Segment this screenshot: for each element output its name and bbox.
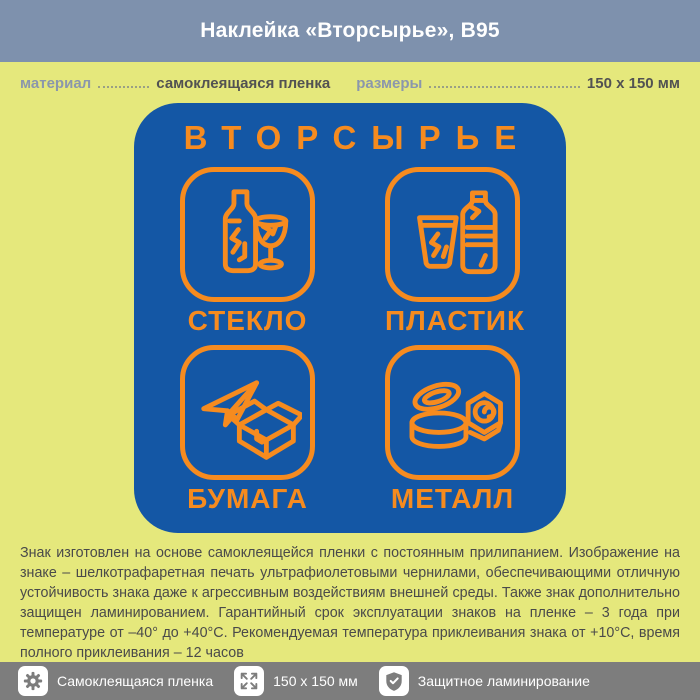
- tile-plastic-box: [385, 167, 520, 302]
- expand-arrows-icon: [234, 666, 264, 696]
- tile-glass-label: СТЕКЛО: [187, 305, 308, 336]
- footer-item-size: [234, 666, 358, 696]
- tile-metal-box: [385, 345, 520, 480]
- tile-paper: [180, 345, 315, 515]
- tile-paper-box: [180, 345, 315, 480]
- tile-paper-label: БУМАГА: [187, 483, 308, 514]
- spec-size: [356, 75, 680, 92]
- spec-material-label: материал: [20, 75, 92, 92]
- tile-plastic: [385, 167, 526, 337]
- paper-plane-box-icon: [194, 359, 302, 467]
- shield-check-icon: [379, 666, 409, 696]
- footer-item-size-label: 150 х 150 мм: [273, 673, 358, 689]
- dotted-leader: [429, 86, 580, 88]
- dotted-leader: [98, 86, 149, 88]
- footer-item-film-label: Самоклеящаяся пленка: [57, 673, 214, 689]
- sticker-tile-grid: [134, 167, 566, 515]
- footer-item-film: [18, 666, 213, 696]
- glass-bottle-wineglass-icon: [194, 181, 302, 289]
- tile-plastic-label: ПЛАСТИК: [385, 305, 526, 336]
- plastic-cup-bottle-icon: [399, 181, 507, 289]
- spec-material-value: самоклеящаяся пленка: [156, 75, 331, 92]
- tile-metal: [385, 345, 520, 515]
- page-title: Наклейка «Вторсырье», В95: [200, 19, 500, 42]
- header-bar: [0, 0, 700, 62]
- sticker-preview: [134, 103, 566, 533]
- footer-bar: [0, 662, 700, 700]
- footer-item-lamination-label: Защитное ламинирование: [417, 673, 590, 689]
- gear-icon: [18, 666, 48, 696]
- tile-metal-label: МЕТАЛЛ: [390, 483, 515, 514]
- tile-glass: [180, 167, 315, 337]
- sticker-title: ВТОРСЫРЬЕ: [183, 119, 532, 156]
- spec-size-value: 150 х 150 мм: [586, 75, 680, 92]
- product-description: Знак изготовлен на основе самоклеящейся пленки с постоянным прилипанием. Изображение на знаке – шелкотрафаретная печать ультрафиолетовыми чернилами, обеспечивающими отличную устойчивость знака даже к агрессивным воздействиям внешней среды. Также знак дополнительно защищен ламинированием. Гарантийный срок эксплуатации знаков на пленке – 3 года при температуре от –40° до +40°С. Рекомендуемая температура приклеивания знака от +10°С, время полного приклеивания – 12 часов: [20, 545, 680, 661]
- footer-item-lamination: [379, 666, 590, 696]
- tin-can-nut-icon: [399, 359, 507, 467]
- spec-material: [20, 75, 330, 92]
- spec-row: [0, 62, 700, 98]
- spec-size-label: размеры: [356, 75, 423, 92]
- tile-glass-box: [180, 167, 315, 302]
